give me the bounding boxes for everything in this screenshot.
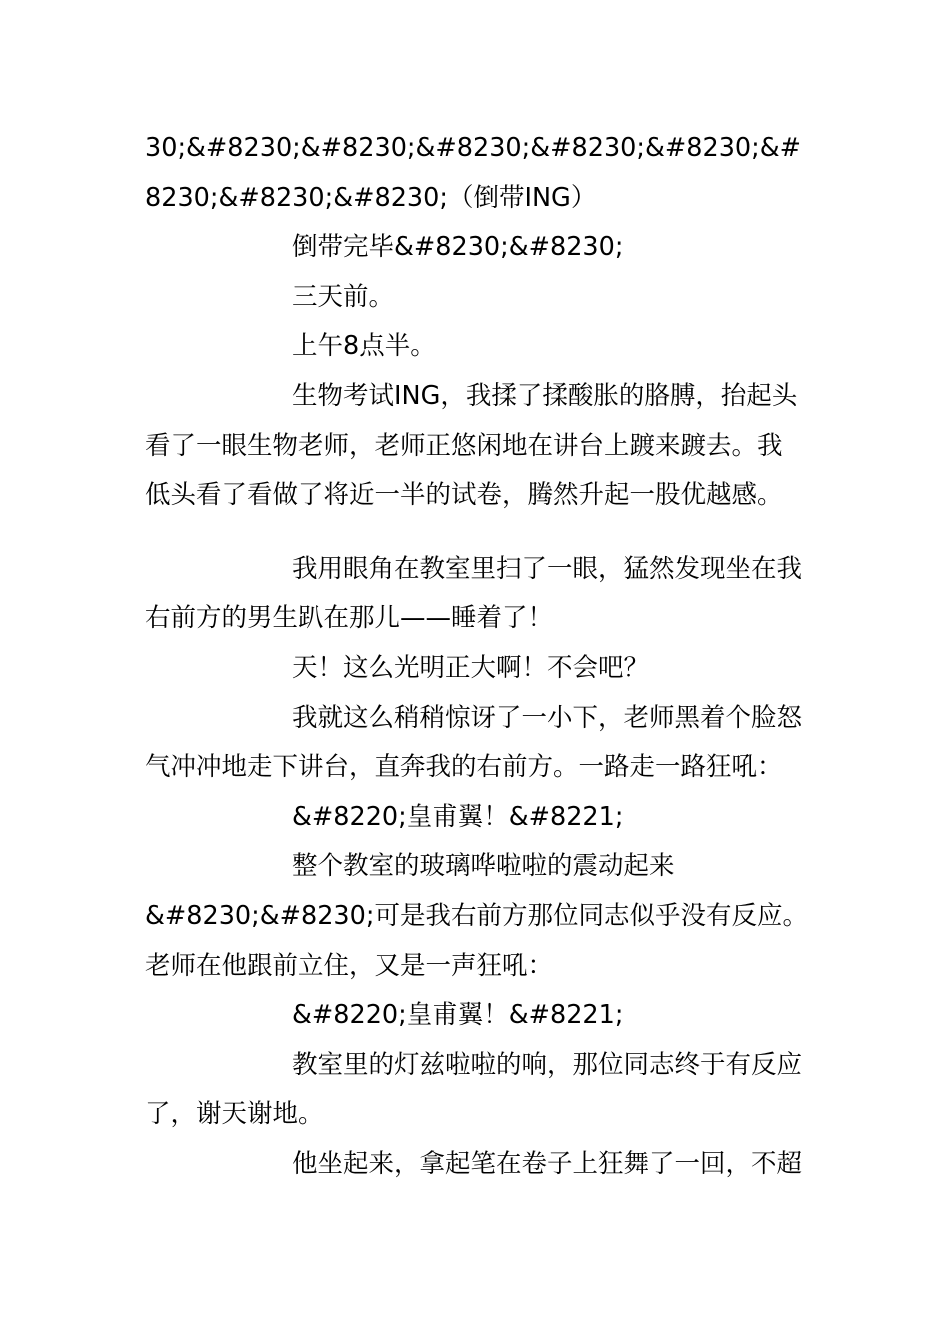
text-line: 我用眼角在教室里扫了一眼，猛然发现坐在我 [292, 553, 803, 584]
text-line: 上午8点半。 [292, 331, 436, 362]
text-line: 我就这么稍稍惊讶了一小下，老师黑着个脸怒 [292, 702, 803, 733]
text-line: 了，谢天谢地。 [145, 1099, 324, 1130]
paragraph-gap [145, 521, 805, 545]
text-line: 右前方的男生趴在那儿——睡着了！ [145, 603, 554, 634]
text-line: 生物考试ING，我揉了揉酸胀的胳膊，抬起头 [292, 380, 798, 411]
text-line: 8230;&#8230;&#8230;（倒带ING） [145, 182, 597, 213]
text-line: 30;&#8230;&#8230;&#8230;&#8230;&#8230;&# [145, 133, 801, 163]
text-line: &#8230;&#8230;可是我右前方那位同志似乎没有反应。 [145, 900, 808, 931]
text-line: &#8220;皇甫翼！&#8221; [292, 801, 624, 832]
text-line: 气冲冲地走下讲台，直奔我的右前方。一路走一路狂吼： [145, 752, 783, 783]
text-line: &#8220;皇甫翼！&#8221; [292, 1000, 624, 1031]
document-body [145, 124, 808, 1189]
text-line: 低头看了看做了将近一半的试卷，腾然升起一股优越感。 [145, 480, 783, 511]
text-line: 老师在他跟前立住，又是一声狂吼： [145, 950, 554, 981]
text-line: 整个教室的玻璃哗啦啦的震动起来 [292, 851, 675, 882]
text-line: 他坐起来，拿起笔在卷子上狂舞了一回，不超 [292, 1148, 803, 1179]
text-line: 天！这么光明正大啊！不会吧？ [292, 652, 650, 683]
text-line: 三天前。 [292, 281, 395, 312]
text-line: 看了一眼生物老师，老师正悠闲地在讲台上踱来踱去。我 [145, 430, 783, 461]
text-line: 教室里的灯兹啦啦的响，那位同志终于有反应 [292, 1049, 803, 1080]
text-line: 倒带完毕&#8230;&#8230; [292, 232, 624, 263]
